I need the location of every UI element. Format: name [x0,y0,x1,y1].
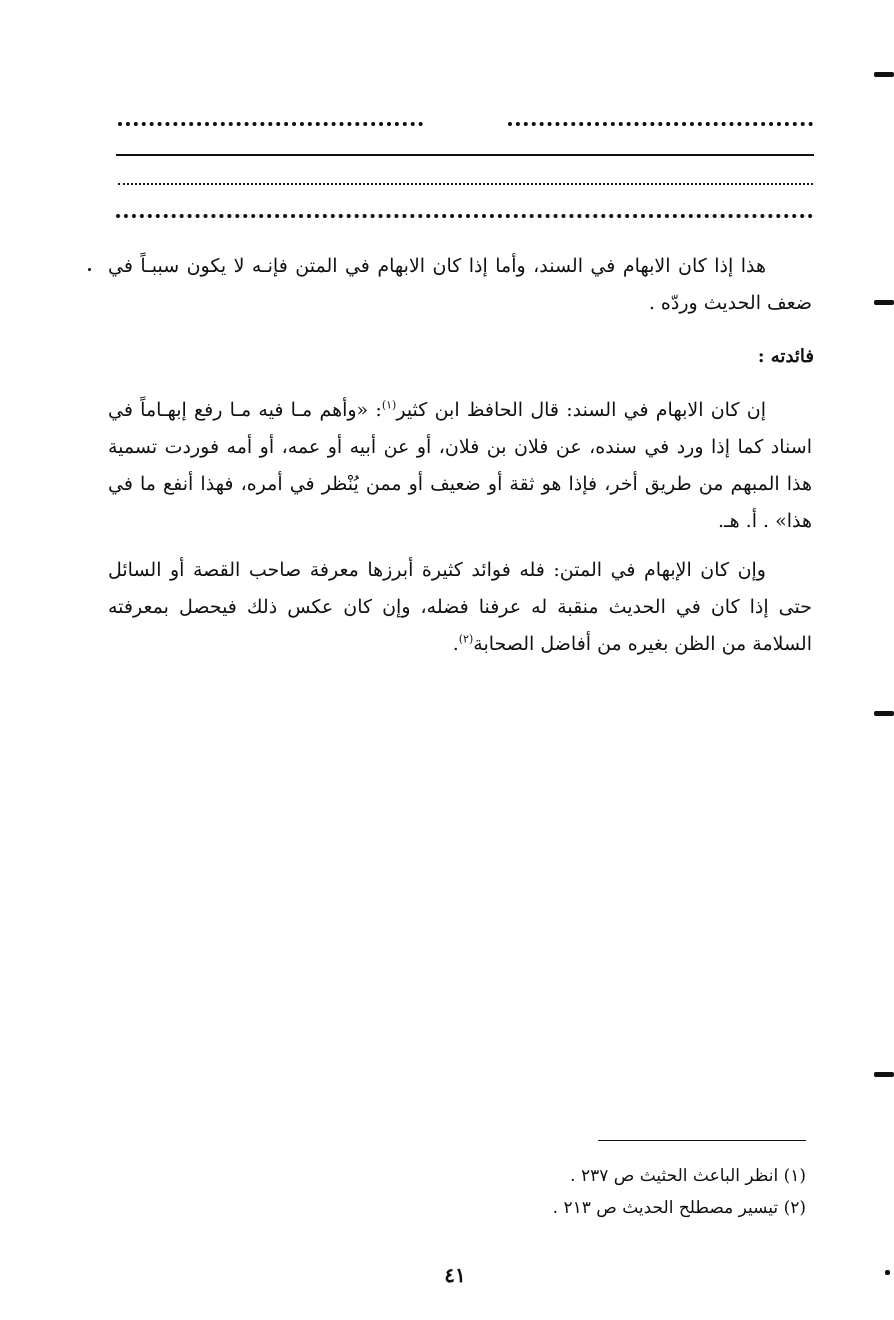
paragraph-3-end: . [452,633,459,655]
footnote-ref-2[interactable]: (٢) [458,632,474,646]
paragraph-3-text: وإن كان الإبهام في المتن: فله فوائد كثيرة أبرزها معرفة صاحب القصة أو السائل حتى إذا كان في الحديث منقبة له عرفنا فضله، وإن كان عكس ذلك فيحصل بمعرفته السلامة من الظن بغيره من أفاضل الصحابة [108,559,812,655]
dotted-line-full [118,183,813,185]
page-number: ٤١ [444,1263,466,1287]
paragraph-2 [108,392,812,540]
section-heading: فائدته : [757,346,814,367]
footnote-1: (١) انظر الباعث الحثيث ص ٢٣٧ . [570,1166,806,1186]
dotted-line-right [508,122,813,126]
scan-mark [874,72,894,77]
dotted-line-left [118,122,423,126]
footnote-ref-1[interactable]: (١) [381,398,397,412]
dotted-line-dense [116,214,813,218]
footnotes [406,1160,806,1224]
scan-mark [874,1072,894,1077]
paragraph-3 [108,552,812,663]
scan-mark [88,268,91,271]
paragraph-2-text-a: إن كان الابهام في السند: قال الحافظ ابن كثير [396,399,766,421]
paragraph-1 [108,248,812,322]
scan-mark [874,711,894,716]
footnote-2: (٢) تيسير مصطلح الحديث ص ٢١٣ . [552,1198,806,1218]
scan-mark [874,300,894,305]
solid-rule [116,154,814,156]
paragraph-1-text: هذا إذا كان الابهام في السند، وأما إذا كان الابهام في المتن فإنـه لا يكون سببـاً في ضعف الحديث وردّه . [108,255,812,314]
footnote-separator [598,1140,806,1141]
scan-mark [885,1270,890,1275]
paragraph-2-text-b: : «وأهم مـا فيه مـا رفع إبهـاماً في اسناد كما إذا ورد في سنده، عن فلان بن فلان، أو عن أبيه أو عمه، أو أمه فوردت تسمية هذا المبهم من طريق أخر، فإذا هو ثقة أو ضعيف أو ممن يُنْظر في أمره، فهذا أنفع ما في هذا» . أ. هـ. [108,399,812,532]
